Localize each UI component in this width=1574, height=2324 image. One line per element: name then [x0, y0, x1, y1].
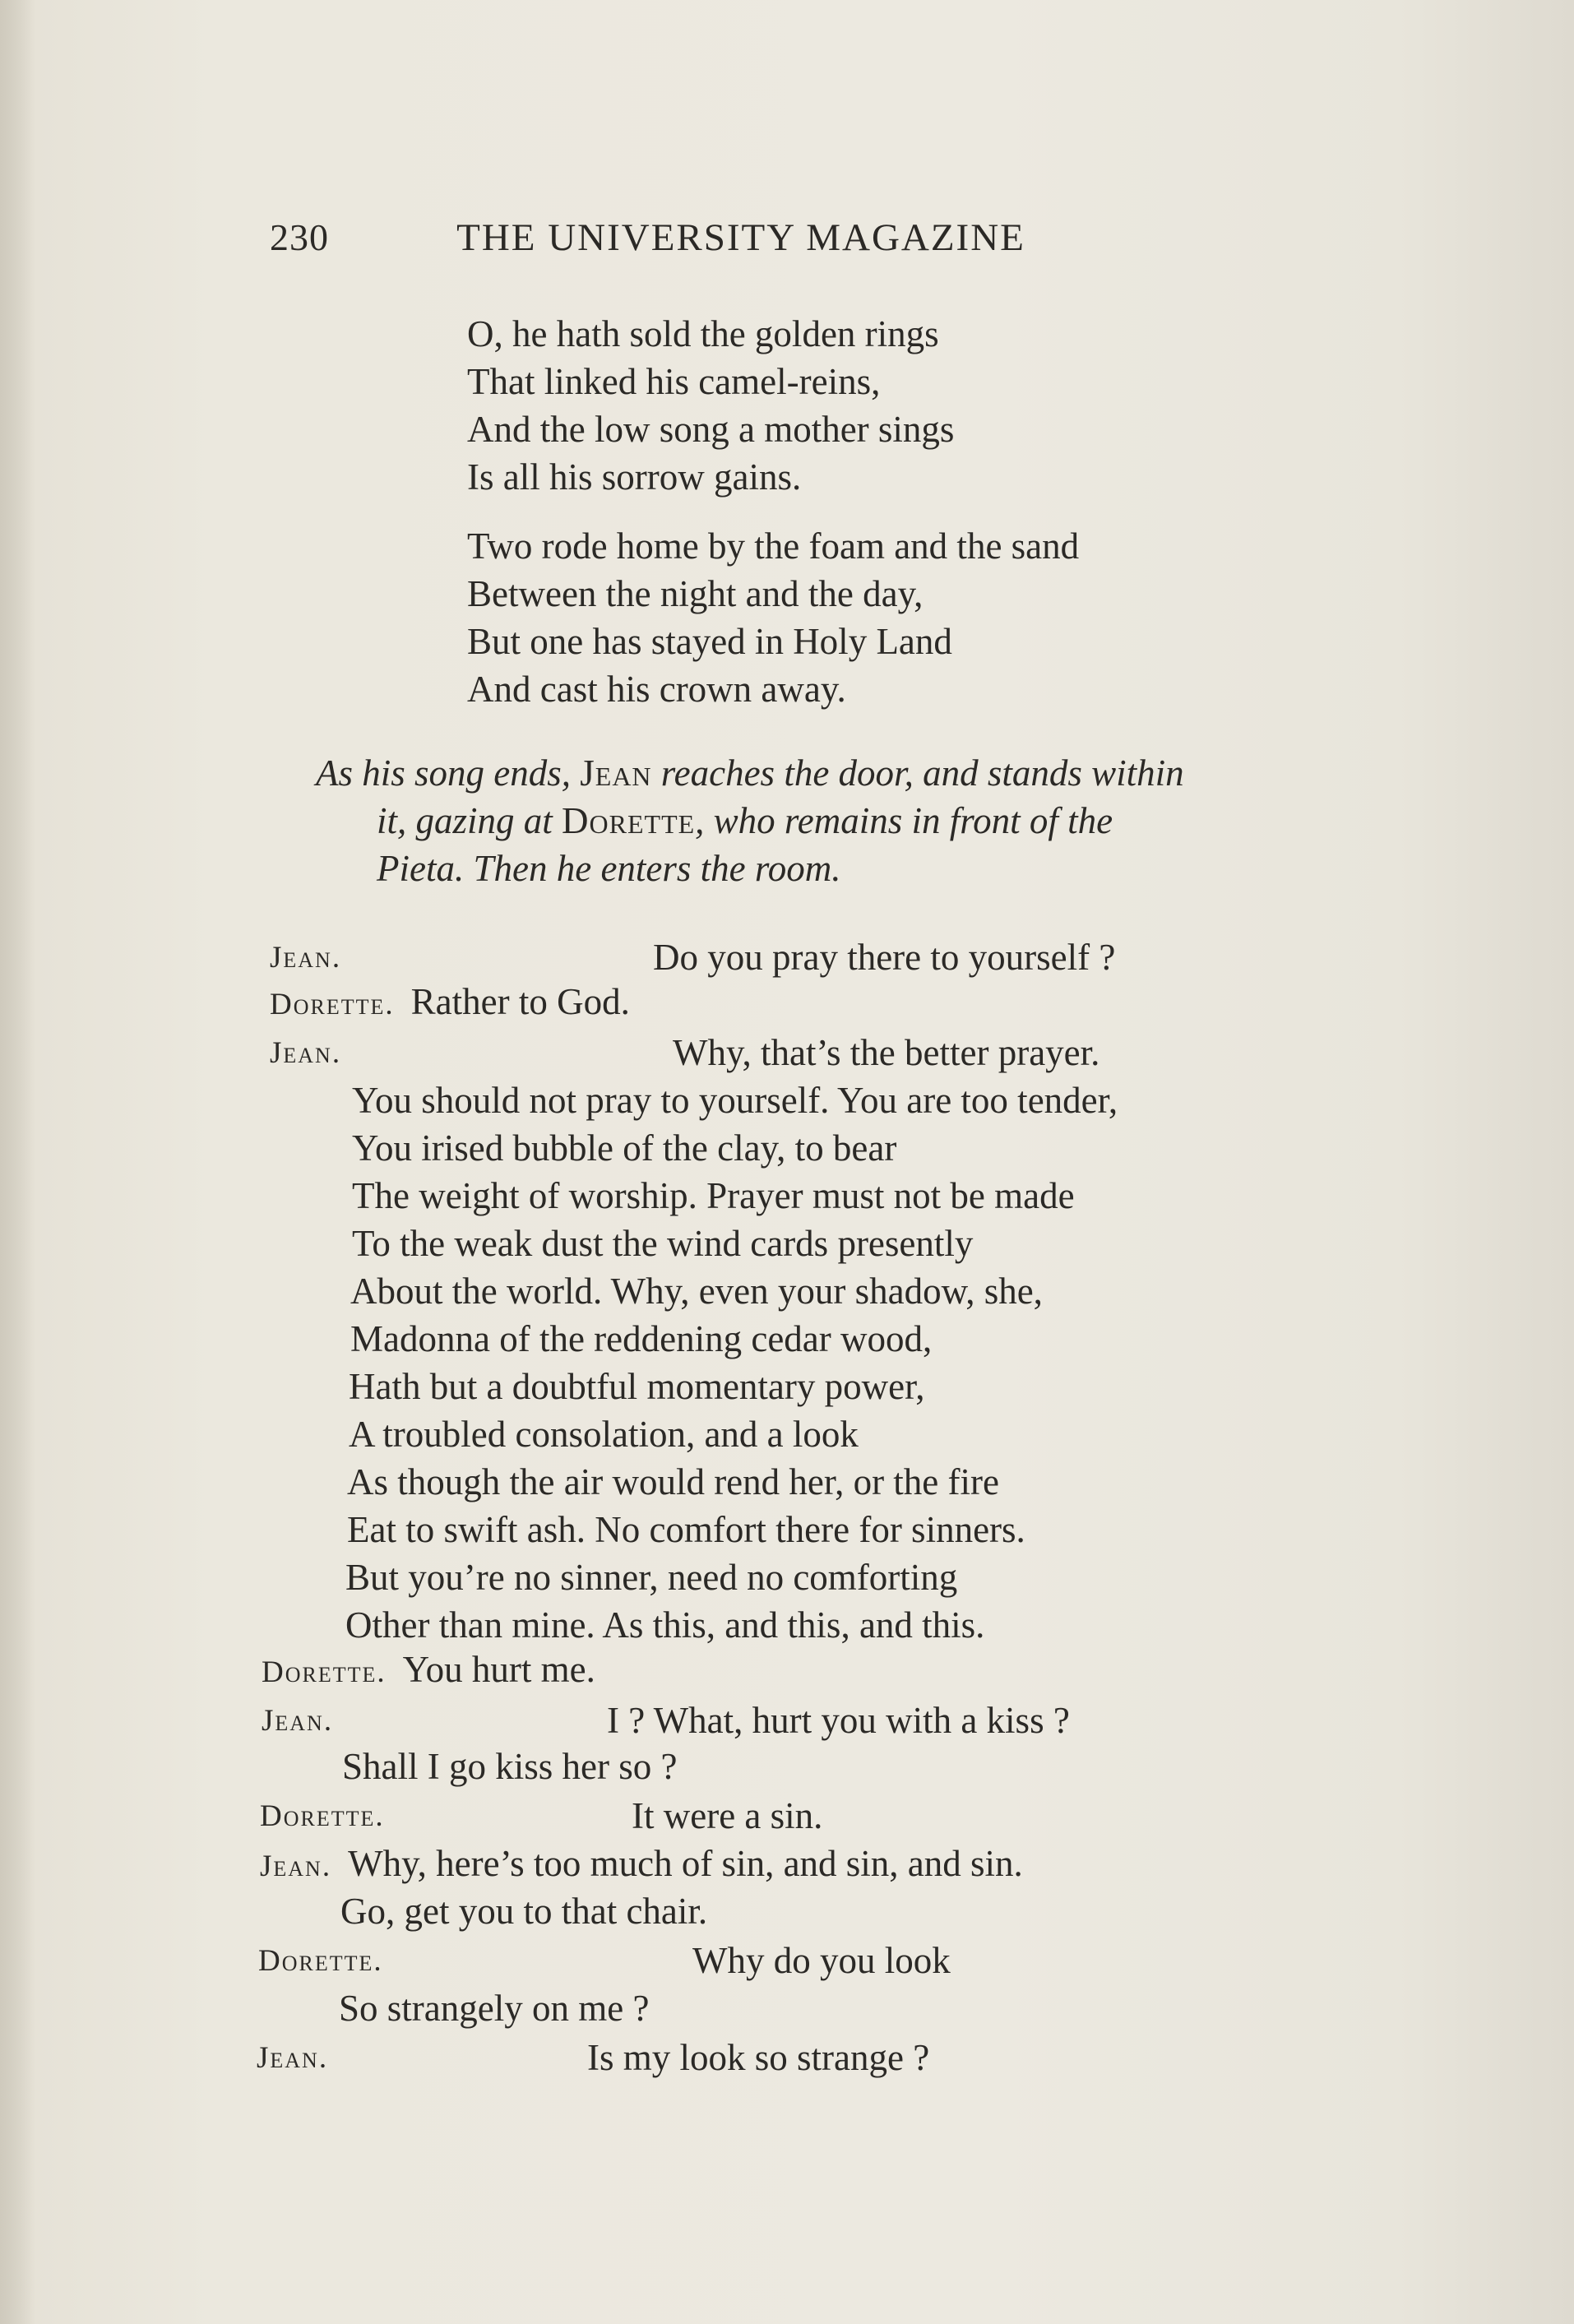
stage-direction-line: Pieta. Then he enters the room.: [377, 848, 841, 889]
song-line: And cast his crown away.: [467, 669, 846, 710]
dialogue-line: Madonna of the reddening cedar wood,: [350, 1318, 933, 1359]
speaker-label: Dorette.: [258, 1944, 383, 1978]
dialogue-row: [262, 1651, 595, 1688]
page-gutter-shadow: [0, 0, 36, 2324]
song-line: But one has stayed in Holy Land: [467, 621, 952, 662]
dialogue-line: Why, that’s the better prayer.: [673, 1032, 1100, 1073]
dialogue-line: Hath but a doubtful momentary power,: [349, 1366, 925, 1407]
speaker-label: Jean.: [257, 2041, 329, 2075]
song-line: Two rode home by the foam and the sand: [467, 525, 1080, 567]
dialogue-row: [270, 981, 630, 1022]
dialogue-line: Why, here’s too much of sin, and sin, and sin.: [348, 1843, 1023, 1884]
dialogue-line: Is my look so strange ?: [587, 2037, 930, 2078]
speaker-label: Dorette.: [260, 1799, 385, 1833]
dialogue-line: Do you pray there to yourself ?: [653, 937, 1116, 978]
song-line: And the low song a mother sings: [467, 409, 955, 450]
dialogue-line: So strangely on me ?: [339, 1988, 650, 2029]
running-title: THE UNIVERSITY MAGAZINE: [456, 216, 1025, 259]
dialogue-line: Go, get you to that chair.: [340, 1891, 708, 1932]
dialogue-line: About the world. Why, even your shadow, she,: [350, 1271, 1043, 1312]
speaker-label: Dorette.: [262, 1655, 387, 1689]
song-line: Is all his sorrow gains.: [467, 456, 802, 498]
dialogue-line: You hurt me.: [402, 1649, 595, 1690]
dialogue-line: The weight of worship. Prayer must not be made: [352, 1175, 1075, 1216]
dialogue-line: But you’re no sinner, need no comforting: [345, 1557, 958, 1598]
character-name: Dorette: [562, 800, 696, 841]
character-name: Jean: [580, 752, 652, 794]
speaker-label: Dorette.: [270, 988, 395, 1021]
dialogue-line: Rather to God.: [410, 981, 630, 1022]
song-line: O, he hath sold the golden rings: [467, 313, 939, 354]
dialogue-line: Shall I go kiss her so ?: [342, 1746, 678, 1787]
dialogue-line: Eat to swift ash. No comfort there for sinners.: [347, 1509, 1025, 1550]
song-line: Between the night and the day,: [467, 573, 924, 614]
dialogue-line: Why do you look: [692, 1940, 951, 1981]
stage-direction-line: it, gazing at Dorette, who remains in front of the: [377, 800, 1113, 841]
song-line: That linked his camel-reins,: [467, 361, 881, 402]
speaker-label: Jean.: [260, 1849, 332, 1883]
stage-direction-line: As his song ends, Jean reaches the door, and stands within: [316, 752, 1184, 794]
dialogue-line: It were a sin.: [632, 1795, 823, 1836]
speaker-label: Jean.: [270, 941, 342, 975]
page-number: 230: [270, 216, 329, 258]
dialogue-line: You should not pray to yourself. You are too tender,: [352, 1080, 1118, 1121]
dialogue-line: As though the air would rend her, or the fire: [347, 1461, 999, 1502]
dialogue-line: I ? What, hurt you with a kiss ?: [607, 1700, 1070, 1741]
dialogue-line: A troubled consolation, and a look: [349, 1414, 859, 1455]
dialogue-line: To the weak dust the wind cards presently: [352, 1223, 974, 1264]
speaker-label: Jean.: [262, 1704, 334, 1738]
dialogue-row: [260, 1845, 1023, 1882]
dialogue-line: Other than mine. As this, and this, and this.: [345, 1604, 985, 1646]
speaker-label: Jean.: [270, 1036, 342, 1070]
dialogue-line: You irised bubble of the clay, to bear: [352, 1127, 897, 1169]
page-header: [270, 215, 1155, 266]
